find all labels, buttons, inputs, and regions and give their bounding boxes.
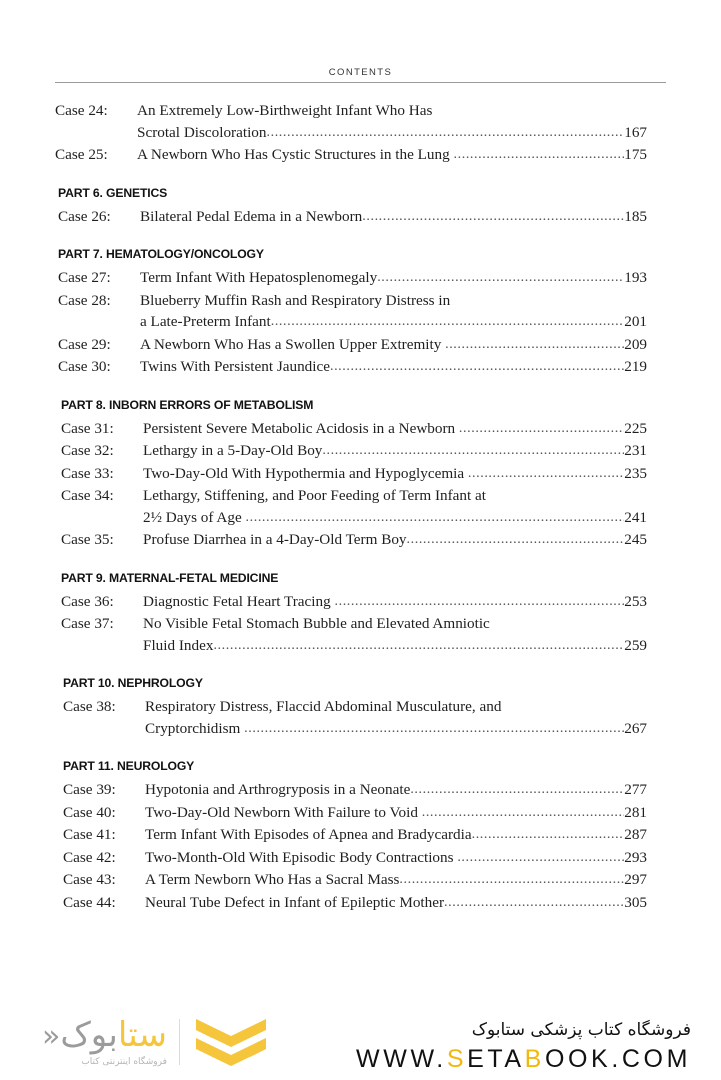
- toc-entry-title: A Newborn Who Has Cystic Structures in the Lung: [137, 146, 454, 163]
- toc-entry-body: [143, 591, 647, 614]
- brand-persian-tagline: فروشگاه کتاب پزشکی ستابوک: [471, 1020, 691, 1040]
- case-number-label: Case 29:: [58, 335, 111, 353]
- toc-entry-body: [145, 847, 647, 870]
- leader-dots: [246, 507, 625, 529]
- toc-entry-line: [140, 267, 647, 290]
- setabook-logo[interactable]: [42, 1008, 270, 1076]
- toc-entry-body: [145, 779, 647, 802]
- toc-entry-body: [145, 696, 647, 740]
- page-number: 167: [624, 123, 647, 141]
- toc-entry-body: [145, 892, 647, 915]
- toc-entry-line: [143, 591, 647, 614]
- toc-entry[interactable]: [63, 802, 647, 825]
- page-number: 267: [624, 719, 647, 737]
- footer-fade: [0, 976, 721, 1002]
- toc-entry-line: [140, 311, 647, 334]
- toc-entry-line: [140, 334, 647, 357]
- brand-url-part: WWW.: [356, 1045, 447, 1073]
- logo-subtitle: فروشگاه اینترنتی کتاب: [81, 1056, 167, 1067]
- toc-entry-title: Persistent Severe Metabolic Acidosis in a Newborn: [143, 419, 459, 437]
- page-number: 231: [624, 442, 647, 459]
- toc-entry[interactable]: [63, 779, 647, 802]
- toc-entry[interactable]: [58, 356, 647, 379]
- toc-entry-body: [140, 267, 647, 290]
- toc-entry-title: Profuse Diarrhea in a 4-Day-Old Term Boy: [143, 531, 407, 548]
- case-number-label: Case 33:: [61, 464, 114, 482]
- part-heading: PART 8. INBORN ERRORS OF METABOLISM: [61, 397, 314, 412]
- toc-entry-body: [143, 613, 647, 657]
- part-heading: PART 11. NEUROLOGY: [63, 759, 195, 773]
- brand-url-part: ETA: [467, 1045, 525, 1073]
- toc-entry[interactable]: [55, 144, 647, 167]
- brand-url-part: OOK.COM: [544, 1045, 691, 1073]
- toc-entry-body: [137, 144, 647, 167]
- leader-dots: [244, 718, 624, 740]
- toc-entry-line: [140, 356, 647, 379]
- toc-entry[interactable]: [61, 440, 647, 463]
- toc-entry-title: Cryptorchidism: [145, 719, 245, 737]
- logo-chevron-icon: «: [42, 1018, 61, 1054]
- logo-script-text: [42, 1014, 167, 1055]
- section-spacer: [55, 228, 647, 247]
- table-of-contents: [55, 100, 647, 914]
- toc-entry[interactable]: [55, 100, 647, 144]
- toc-entry-body: [143, 529, 647, 552]
- toc-entry-title: Diagnostic Fetal Heart Tracing: [143, 592, 335, 610]
- case-number-label: Case 37:: [61, 615, 114, 632]
- toc-entry[interactable]: [61, 591, 647, 614]
- case-number-label: Case 41:: [63, 826, 116, 843]
- running-head: [55, 62, 666, 80]
- leader-dots: [213, 635, 624, 657]
- brand-url-part: S: [446, 1045, 468, 1073]
- toc-entry-body: [137, 100, 647, 144]
- toc-entry-line: [143, 418, 647, 441]
- leader-dots: [271, 311, 625, 333]
- toc-entry-line: [145, 696, 647, 718]
- case-number-label: Case 35:: [61, 531, 114, 548]
- toc-entry-title: Fluid Index: [143, 636, 214, 654]
- toc-entry-line: [143, 463, 647, 486]
- toc-entry-title: Lethargy in a 5-Day-Old Boy: [143, 442, 323, 459]
- toc-entry-body: [140, 334, 647, 357]
- toc-entry-title: Lethargy, Stiffening, and Poor Feeding of Term Infant at: [143, 487, 486, 504]
- part-heading: PART 9. MATERNAL-FETAL MEDICINE: [61, 570, 279, 585]
- section-spacer: [55, 167, 647, 186]
- leader-dots: [468, 463, 624, 485]
- toc-entry[interactable]: [58, 267, 647, 290]
- toc-entry[interactable]: [61, 613, 647, 657]
- toc-entry-body: [145, 802, 647, 825]
- toc-entry-title: Two-Month-Old With Episodic Body Contractions: [145, 848, 458, 866]
- case-number-label: Case 38:: [63, 698, 116, 715]
- case-number-label: Case 25:: [55, 146, 108, 163]
- toc-entry-line: [143, 613, 647, 635]
- brand-url[interactable]: [356, 1045, 691, 1074]
- page-number: 209: [624, 335, 647, 353]
- part-heading: PART 6. GENETICS: [58, 185, 168, 200]
- toc-entry-line: [143, 529, 647, 552]
- page-number: 185: [624, 207, 647, 225]
- toc-entry-line: [145, 892, 647, 915]
- page-number: 193: [624, 269, 647, 286]
- case-number-label: Case 32:: [61, 442, 114, 459]
- toc-entry-line: [145, 847, 647, 870]
- toc-entry[interactable]: [58, 334, 647, 357]
- section-spacer: [55, 379, 647, 398]
- toc-entry-body: [140, 356, 647, 379]
- toc-entry[interactable]: [58, 290, 647, 334]
- page-number: 287: [624, 826, 647, 843]
- page-number: 219: [624, 358, 647, 375]
- toc-entry[interactable]: [61, 485, 647, 529]
- brand-url-part: B: [524, 1045, 545, 1073]
- section-spacer: [55, 740, 647, 759]
- toc-entry[interactable]: [63, 824, 647, 847]
- page-number: 281: [624, 803, 647, 821]
- toc-entry-line: [145, 802, 647, 825]
- toc-entry-title: Term Infant With Hepatosplenomegaly: [140, 269, 378, 286]
- case-number-label: Case 43:: [63, 871, 116, 888]
- leader-dots: [322, 440, 624, 462]
- toc-entry[interactable]: [61, 529, 647, 552]
- toc-entry-title: Two-Day-Old With Hypothermia and Hypoglycemia: [143, 464, 468, 482]
- case-number-label: Case 26:: [58, 207, 111, 225]
- toc-entry-line: [145, 869, 647, 892]
- toc-entry-line: [143, 635, 647, 658]
- logo-word-gray: بوک: [60, 1014, 118, 1055]
- leader-dots: [445, 334, 624, 356]
- case-number-label: Case 30:: [58, 358, 111, 375]
- logo-divider: [179, 1019, 180, 1065]
- section-spacer: [55, 657, 647, 676]
- toc-entry[interactable]: [63, 696, 647, 740]
- toc-entry-line: [145, 824, 647, 847]
- case-number-label: Case 34:: [61, 487, 114, 504]
- toc-entry-title: 2½ Days of Age: [143, 508, 246, 526]
- leader-dots: [377, 267, 624, 289]
- toc-entry-line: [145, 779, 647, 802]
- logo-word-gold: ستا: [117, 1014, 167, 1055]
- leader-dots: [330, 356, 624, 378]
- leader-dots: [362, 206, 624, 228]
- toc-entry-line: [145, 718, 647, 741]
- toc-entry-body: [143, 418, 647, 441]
- page-number: 297: [624, 871, 647, 888]
- running-head-label: CONTENTS: [328, 67, 393, 78]
- leader-dots: [457, 847, 624, 869]
- page-number: 241: [624, 508, 647, 526]
- toc-entry-title: Term Infant With Episodes of Apnea and Bradycardia: [145, 826, 472, 843]
- page-number: 235: [624, 464, 647, 482]
- toc-entry-line: [137, 122, 647, 145]
- toc-entry-line: [143, 440, 647, 463]
- page-number: 293: [624, 848, 647, 866]
- case-number-label: Case 36:: [61, 592, 114, 610]
- toc-entry-line: [137, 144, 647, 167]
- toc-entry-title: A Newborn Who Has a Swollen Upper Extremity: [140, 335, 446, 353]
- page-number: 201: [624, 313, 647, 330]
- toc-entry-body: [143, 485, 647, 529]
- case-number-label: Case 31:: [61, 419, 114, 437]
- toc-entry-body: [143, 463, 647, 486]
- case-number-label: Case 40:: [63, 803, 116, 821]
- page-number: 253: [624, 592, 647, 610]
- leader-dots: [407, 529, 625, 551]
- toc-entry-line: [137, 100, 647, 122]
- page-number: 259: [624, 636, 647, 654]
- leader-dots: [422, 802, 624, 824]
- footer-watermark: [0, 1002, 721, 1080]
- toc-entry-title: Bilateral Pedal Edema in a Newborn: [140, 207, 363, 225]
- page-number: 225: [624, 419, 647, 437]
- toc-entry-body: [143, 440, 647, 463]
- leader-dots: [399, 869, 624, 891]
- toc-entry-line: [140, 290, 647, 312]
- toc-entry-title: Hypotonia and Arthrogryposis in a Neonate: [145, 781, 411, 798]
- toc-entry-body: [145, 824, 647, 847]
- page-number: 305: [624, 893, 647, 911]
- leader-dots: [410, 779, 624, 801]
- logo-wordmark: [42, 1014, 167, 1067]
- toc-entry-body: [140, 206, 647, 229]
- case-number-label: Case 39:: [63, 781, 116, 798]
- toc-entry[interactable]: [63, 847, 647, 870]
- toc-entry-title: Scrotal Discoloration: [137, 123, 267, 141]
- brand-text-block: [356, 1020, 691, 1074]
- case-number-label: Case 44:: [63, 893, 116, 911]
- toc-entry-title: Two-Day-Old Newborn With Failure to Void: [145, 803, 422, 821]
- leader-dots: [444, 892, 624, 914]
- case-number-label: Case 42:: [63, 848, 116, 866]
- toc-entry-title: a Late-Preterm Infant: [140, 313, 271, 330]
- leader-dots: [454, 144, 625, 166]
- double-chevron-mark-icon: [192, 1016, 270, 1068]
- toc-entry-title: Respiratory Distress, Flaccid Abdominal Musculature, and: [145, 698, 502, 715]
- toc-entry[interactable]: [63, 892, 647, 915]
- toc-entry[interactable]: [58, 206, 647, 229]
- case-number-label: Case 28:: [58, 291, 111, 309]
- leader-dots: [267, 122, 625, 144]
- toc-entry[interactable]: [61, 463, 647, 486]
- toc-entry-title: Blueberry Muffin Rash and Respiratory Distress in: [140, 291, 451, 309]
- toc-entry-title: Twins With Persistent Jaundice: [140, 358, 330, 375]
- leader-dots: [335, 591, 625, 613]
- page-number: 277: [624, 781, 647, 798]
- toc-entry-body: [140, 290, 647, 334]
- toc-entry[interactable]: [61, 418, 647, 441]
- case-number-label: Case 27:: [58, 269, 111, 286]
- leader-dots: [459, 418, 624, 440]
- leader-dots: [472, 824, 625, 846]
- toc-entry-line: [143, 507, 647, 530]
- section-spacer: [55, 552, 647, 571]
- page-number: 245: [624, 531, 647, 548]
- toc-entry-line: [140, 206, 647, 229]
- part-heading: PART 10. NEPHROLOGY: [63, 676, 203, 690]
- toc-entry-title: No Visible Fetal Stomach Bubble and Elevated Amniotic: [143, 615, 490, 632]
- toc-entry[interactable]: [63, 869, 647, 892]
- toc-entry-title: An Extremely Low-Birthweight Infant Who Has: [137, 102, 433, 119]
- page-number: 175: [624, 146, 647, 163]
- toc-entry-line: [143, 485, 647, 507]
- running-head-rule: [55, 82, 666, 83]
- case-number-label: Case 24:: [55, 102, 108, 119]
- toc-entry-title: Neural Tube Defect in Infant of Epileptic Mother: [145, 893, 445, 911]
- toc-entry-title: A Term Newborn Who Has a Sacral Mass: [145, 871, 400, 888]
- part-heading: PART 7. HEMATOLOGY/ONCOLOGY: [58, 247, 264, 261]
- toc-entry-body: [145, 869, 647, 892]
